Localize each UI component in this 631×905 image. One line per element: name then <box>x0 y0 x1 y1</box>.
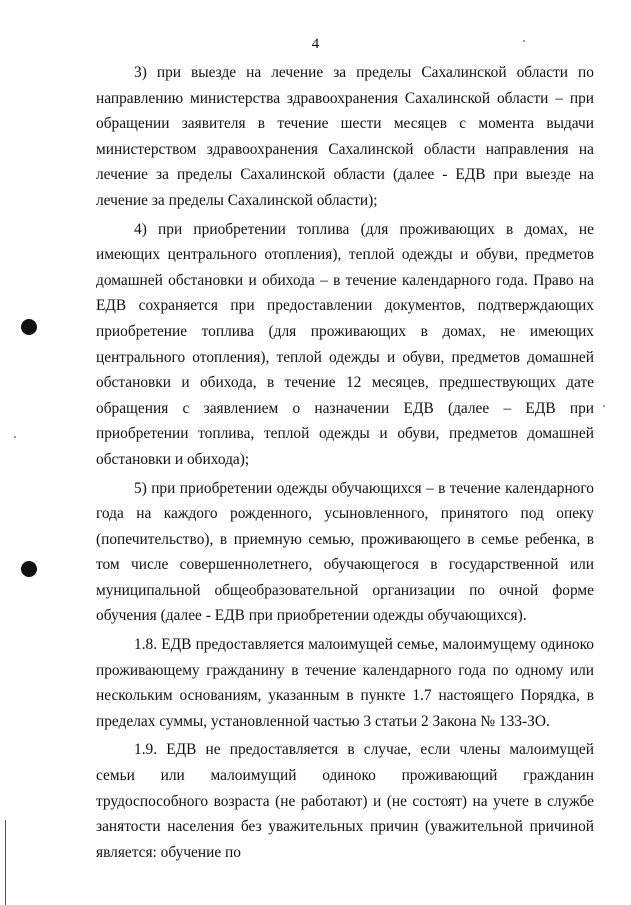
scan-margin-line <box>5 820 6 905</box>
punch-hole-bottom <box>21 561 37 577</box>
paragraph-1-8: 1.8. ЕДВ предоставляется малоимущей семье, малоимущему одиноко проживающему гражданину в течение календарного года по одному или нескольким основаниям, указанным в пункте 1.7 настоящего Порядка, в пределах суммы, установленной частью 3 статьи 2 Закона № 133-ЗО. <box>96 636 594 730</box>
document-body <box>96 60 594 868</box>
scan-speck <box>14 436 16 438</box>
paragraph-item-5: 5) при приобретении одежды обучающихся – в течение календарного года на каждого рожденного, усыновленного, принятого под опеку (попечительство), в приемную семью, проживающего в семье ребенка, в том числе совершеннолетнего, обучающегося в государственной или муниципальной общеобразовательной организации по очной форме обучения (далее - ЕДВ при приобретении одежды обучающихся). <box>96 479 594 625</box>
page-number: 4 <box>311 36 320 52</box>
paragraph-item-3: 3) при выезде на лечение за пределы Сахалинской области по направлению министерства здравоохранения Сахалинской области – при обращении заявителя в течение шести месяцев с момента выдачи министерством здравоохранения Сахалинской области направления на лечение за пределы Сахалинской области (далее - ЕДВ при выезде на лечение за пределы Сахалинской области); <box>96 64 594 209</box>
punch-hole-top <box>21 319 37 335</box>
paragraph-item-4: 4) при приобретении топлива (для проживающих в домах, не имеющих центрального отопления), теплой одежды и обуви, предметов домашней обстановки и обихода – в течение календарного года. Право на ЕДВ сохраняется при предоставлении документов, подтверждающих приобретение топлива (для проживающих в домах, не имеющих центрального отопления), теплой одежды и обуви, предметов домашней обстановки и обихода, в течение 12 месяцев, предшествующих дате обращения с заявлением о назначении ЕДВ (далее – ЕДВ при приобретении топлива, теплой одежды и обуви, предметов домашней обстановки и обихода); <box>96 220 594 468</box>
scan-speck <box>523 40 525 42</box>
scan-speck <box>603 405 605 407</box>
paragraph-1-9: 1.9. ЕДВ не предоставляется в случае, если члены малоимущей семьи или малоимущий одиноко проживающий гражданин трудоспособного возраста (не работают) и (не состоят) на учете в службе занятости населения без уважительных причин (уважительной причиной является: обучение по <box>96 741 594 861</box>
